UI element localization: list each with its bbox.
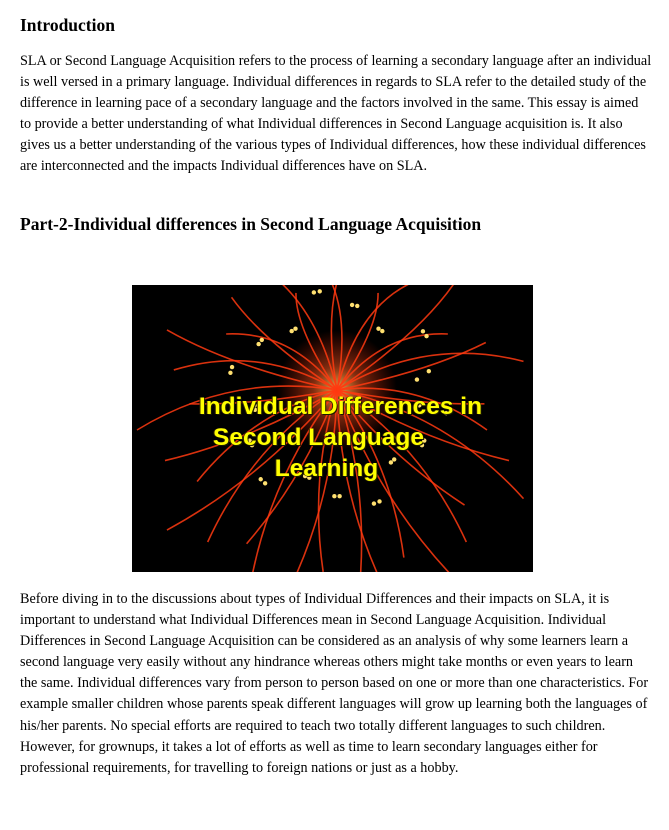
firework-spark <box>355 304 359 308</box>
firework-spark <box>337 494 341 498</box>
introduction-paragraph: SLA or Second Language Acquisition refers to the process of learning a secondary language after an individual is well versed in a primary language. Individual differences in regards to SLA refer to the detailed study of the difference in learning pace of a secondary language and the factors involved in the same. This essay is aimed to provide a better understanding of what Individual differences in Second Language acquisition is. It also gives us a better understanding of the various types of Individual differences, how these individual differences are interconnected and the impacts Individual differences have on SLA. <box>20 53 652 175</box>
firework-spark <box>380 329 384 333</box>
firework-spark <box>415 377 419 381</box>
firework-spark <box>421 329 425 333</box>
firework-spark <box>427 369 431 373</box>
firework-spark <box>312 290 316 294</box>
firework-spark <box>228 371 232 375</box>
firework-spark <box>293 327 297 331</box>
body-paragraph: Before diving in to the discussions about types of Individual Differences and their impacts on SLA, it is important to understand what Individual Differences mean in Second Language Acquisition. Individual Differences in Second Language Acquisition can be considered as an analysis of why some learners learn a second language very easily without any hindrance whereas others might take months or even years to learn the same. Individual differences vary from person to person based on one or more than one characteristics. For example smaller children whose parents speak different languages will grow up learning both the languages of his/her parents. No special efforts are required to teach two totally different languages to such children. However, for grownups, it takes a lot of efforts as well as time to learn secondary languages either for professional requirements, for travelling to foreign nations or just as a hobby. <box>20 591 649 776</box>
part2-heading: Part-2-Individual differences in Second Language Acquisition <box>20 214 482 234</box>
banner-image <box>132 285 533 572</box>
firework-spark <box>377 499 381 503</box>
firework-spark <box>318 289 322 293</box>
firework-spark <box>372 501 376 505</box>
banner-title <box>132 391 533 484</box>
firework-spark <box>260 338 264 342</box>
firework-spark <box>424 334 428 338</box>
firework-spark <box>256 342 260 346</box>
introduction-heading: Introduction <box>20 15 115 35</box>
firework-spark <box>289 329 293 333</box>
firework-spark <box>230 365 234 369</box>
banner-title-line-2: Second Language <box>212 424 424 451</box>
firework-spark <box>376 327 380 331</box>
banner-title-line-3: Learning <box>274 455 379 482</box>
firework-spark <box>332 494 336 498</box>
banner-title-line-1: Individual Differences in <box>198 393 483 420</box>
firework-spark <box>350 303 354 307</box>
